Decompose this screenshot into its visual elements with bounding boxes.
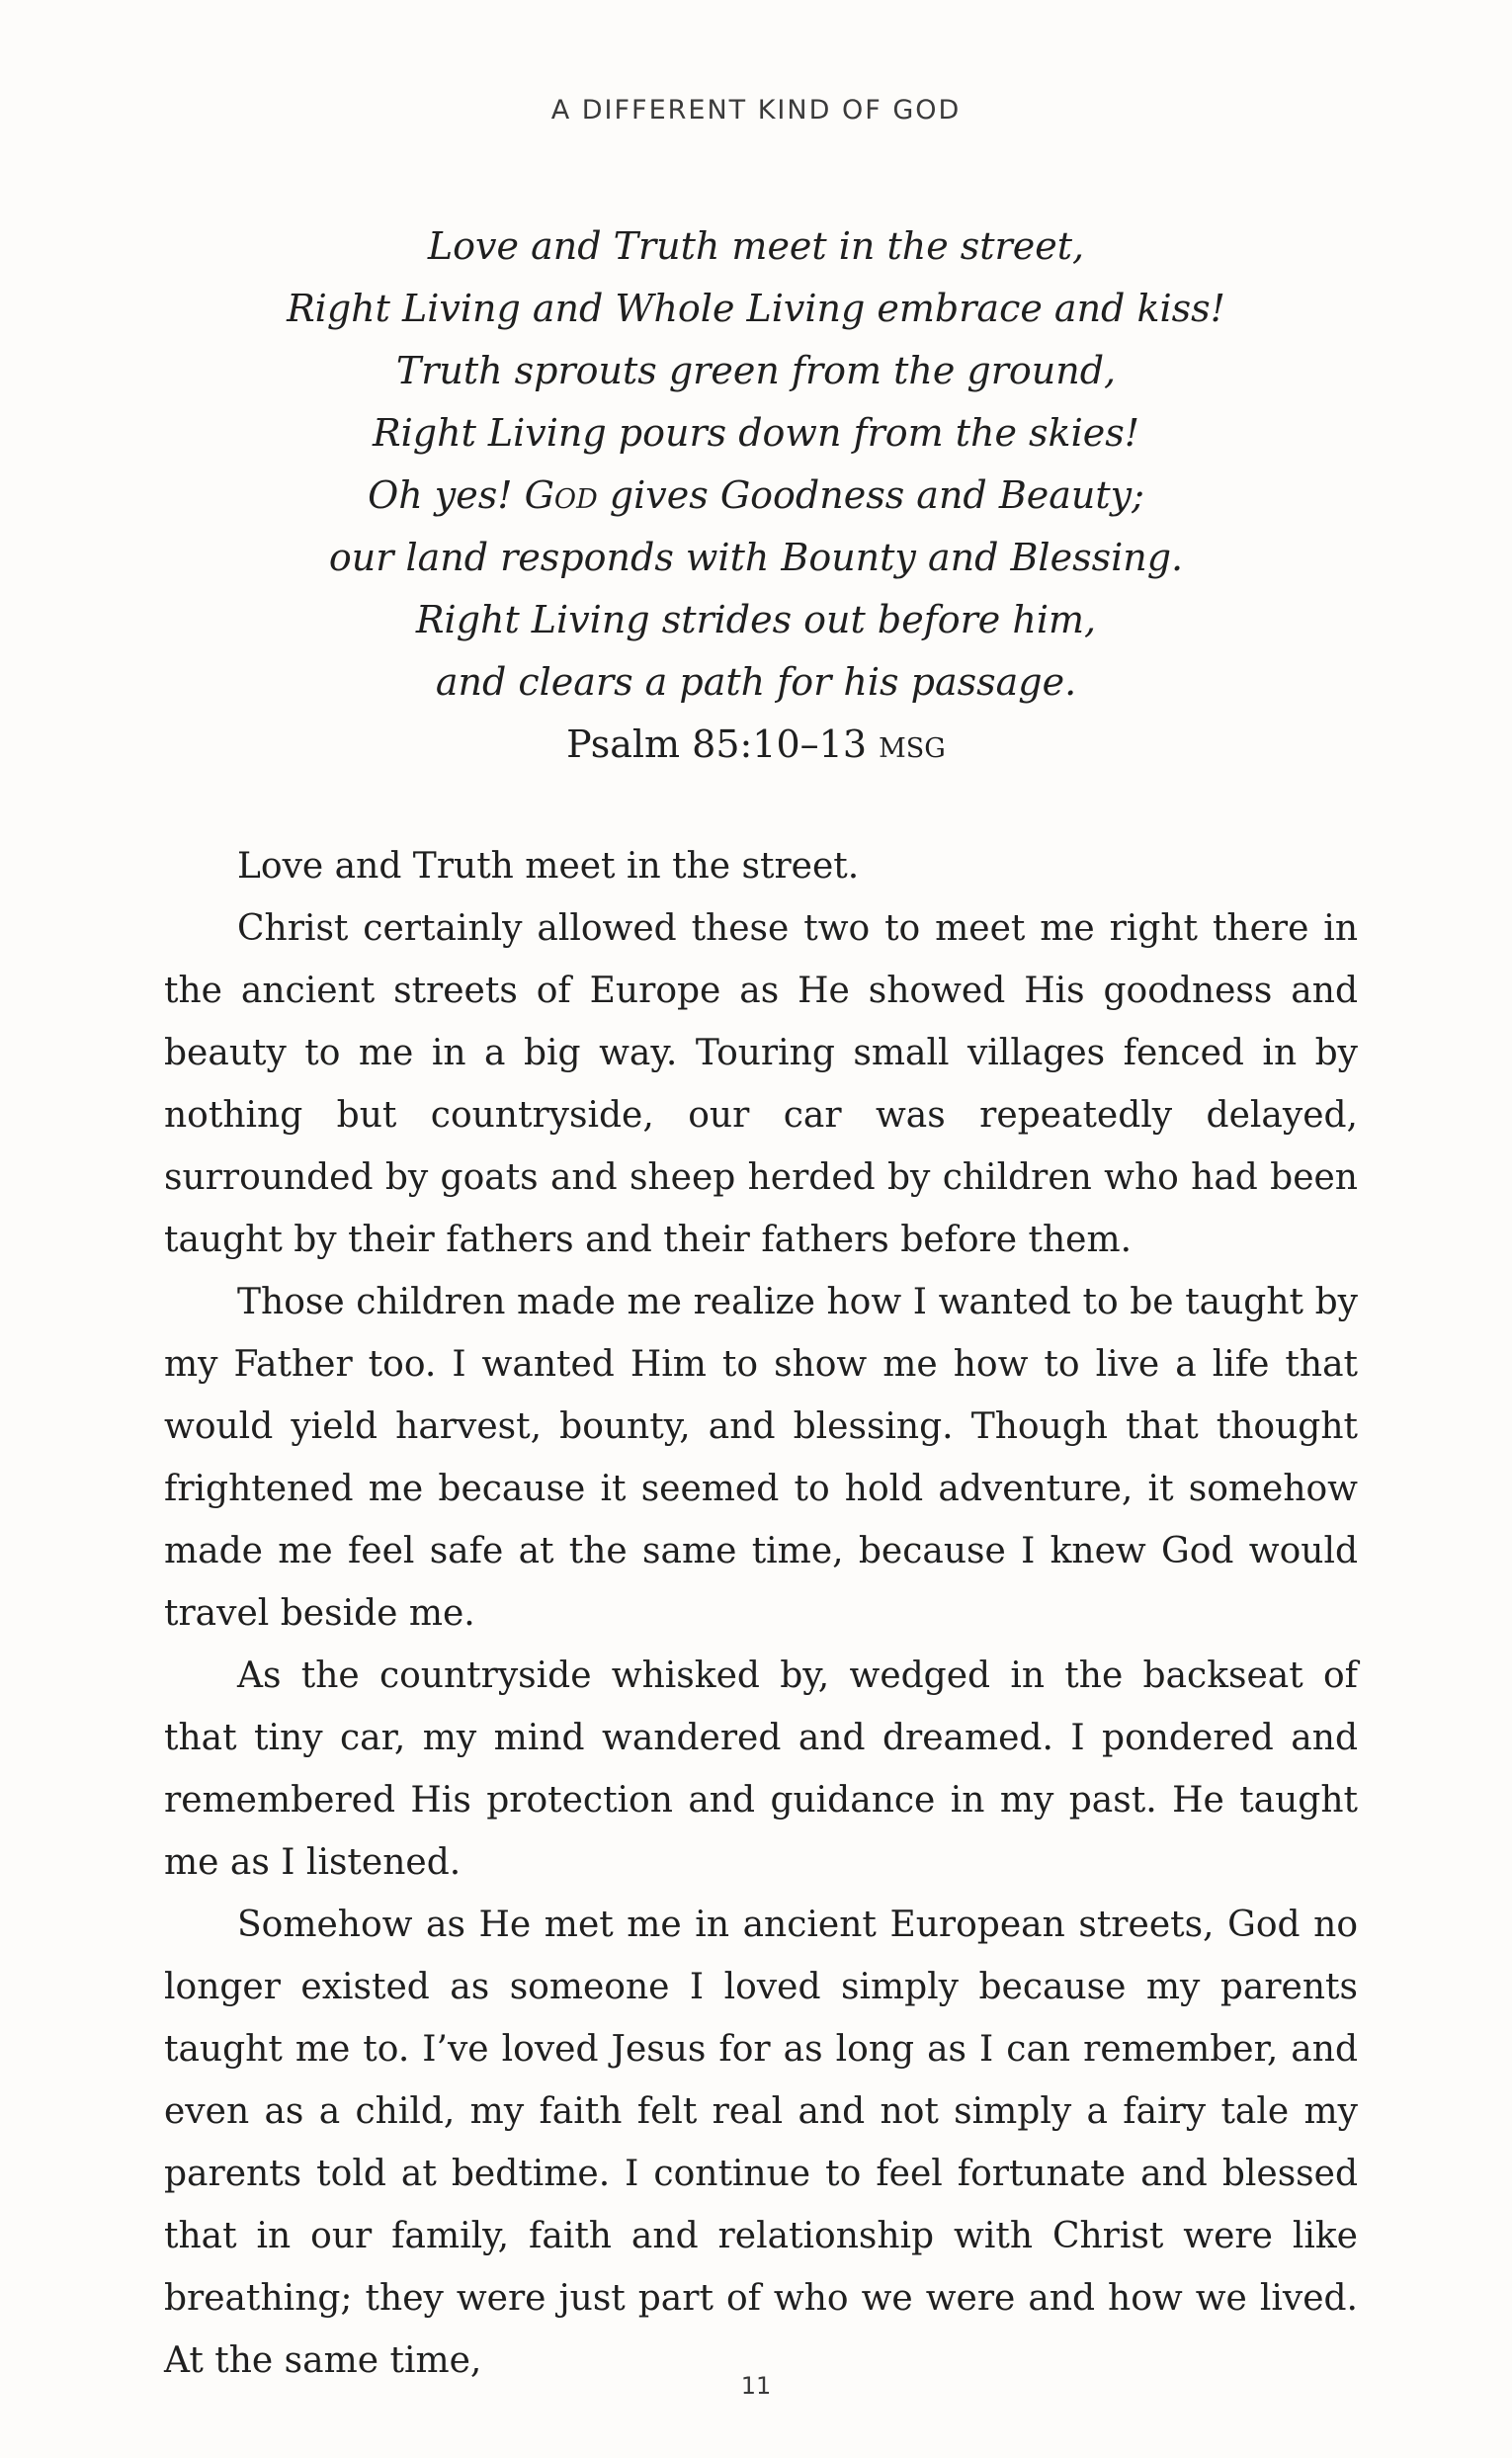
epigraph-line: Right Living and Whole Living embrace and kiss! <box>287 287 1225 330</box>
epigraph-text: Oh yes! <box>368 473 525 517</box>
epigraph-line: Love and Truth meet in the street, <box>427 224 1085 268</box>
body-paragraph: Somehow as He met me in ancient European streets, God no longer existed as someone I loved simply because my parents taught me to. I’ve loved Jesus for as long as I can remember, and even as a child, my faith felt real and not simply a fairy tale my parents told at bedtime. I continue to feel fortunate and blessed that in our family, faith and relationship with Christ were like breathing; they were just part of who we were and how we lived. At the same time, <box>164 1905 1358 2381</box>
epigraph-quote <box>0 215 1512 776</box>
body-paragraph: Christ certainly allowed these two to meet me right there in the ancient streets of Europe as He showed His goodness and beauty to me in a big way. Touring small villages fenced in by nothing but countryside, our car was repeatedly delayed, surrounded by goats and sheep herded by children who had been taught by their fathers and their fathers before them. <box>164 908 1358 1260</box>
running-head: A DIFFERENT KIND OF GOD <box>550 95 962 126</box>
body-text <box>164 835 1358 2392</box>
body-paragraph: Those children made me realize how I wanted to be taught by my Father too. I wanted Him to show me how to live a life that would yield harvest, bounty, and blessing. Though that thought frightened me because it seemed to hold adventure, it somehow made me feel safe at the same time, because I knew God would travel beside me. <box>164 1282 1358 1634</box>
epigraph-line: Right Living strides out before him, <box>415 598 1097 641</box>
epigraph-line <box>0 465 1512 527</box>
epigraph-citation <box>0 714 1512 776</box>
epigraph-line: and clears a path for his passage. <box>435 660 1077 704</box>
citation-reference: Psalm 85:10–13 <box>566 722 880 766</box>
epigraph-line: Truth sprouts green from the ground, <box>395 349 1117 392</box>
epigraph-line: Right Living pours down from the skies! <box>373 411 1139 455</box>
citation-version: msg <box>879 722 946 766</box>
epigraph-text: gives Goodness and Beauty; <box>597 473 1144 517</box>
epigraph-line: our land responds with Bounty and Blessing. <box>328 536 1184 579</box>
page-number: 11 <box>740 2372 772 2400</box>
body-paragraph: As the countryside whisked by, wedged in the backseat of that tiny car, my mind wandered and dreamed. I pondered and remembered His protection and guidance in my past. He taught me as I listened. <box>164 1655 1358 1883</box>
body-paragraph: Love and Truth meet in the street. <box>237 846 860 887</box>
epigraph-divine-name: God <box>524 473 598 517</box>
